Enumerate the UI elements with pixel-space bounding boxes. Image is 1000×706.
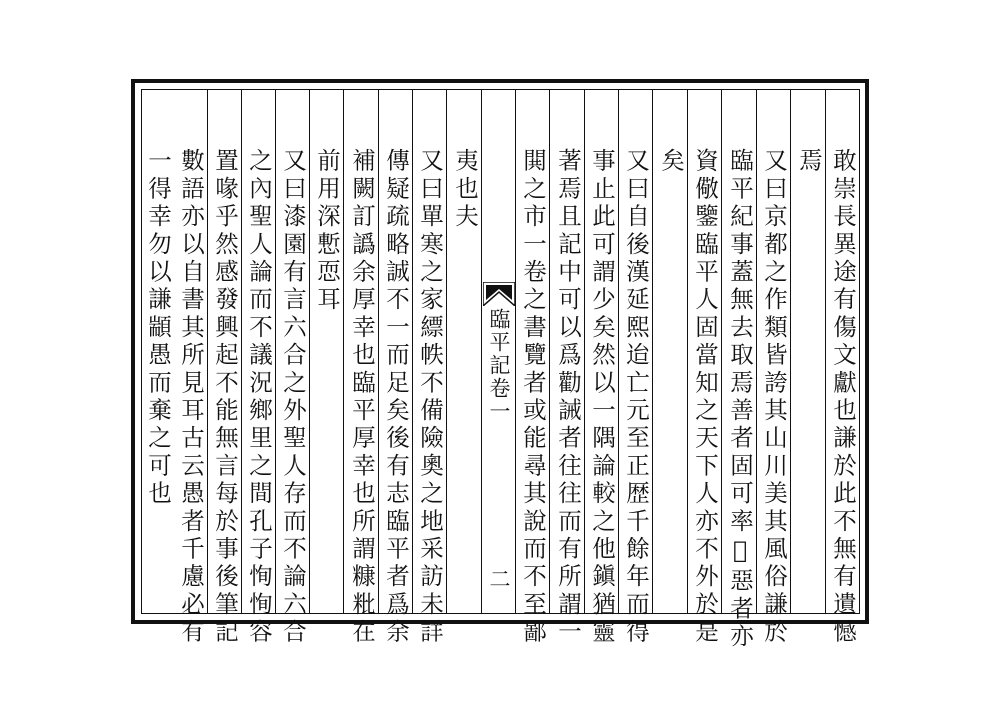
text-column: [585, 90, 619, 647]
text-column: [276, 90, 310, 647]
column-text: 事止此可謂少矣然以一隅論較之他鎭猶靈: [588, 148, 616, 647]
book-title: 臨平記卷一: [487, 308, 511, 423]
column-text: 夷也夫: [451, 148, 479, 232]
text-column: [723, 90, 757, 652]
text-column: [619, 90, 653, 647]
column-text: 置喙乎然感發興起不能無言每於事後筆記: [211, 148, 239, 647]
column-text: 之內聖人論而不議況鄉里之間孔子恂恂容: [245, 148, 273, 647]
center-column: [482, 90, 516, 613]
text-column: [242, 90, 276, 647]
column-text: 敢崇長異途有傷文獻也謙於此不無有遺憾: [829, 148, 857, 647]
text-column: [826, 90, 860, 647]
column-text: 矣: [657, 148, 685, 176]
column-text: 焉: [795, 148, 823, 176]
page-number: 二: [487, 568, 511, 589]
text-column: [448, 90, 482, 613]
text-column: [654, 90, 688, 613]
text-column: [379, 90, 413, 647]
column-text: 一得幸勿以謙顓愚而棄之可也: [144, 148, 172, 509]
text-column: [516, 90, 550, 647]
column-text: 前用深慙恧耳: [313, 148, 341, 315]
column-text: 又曰京都之作類皆誇其山川美其風俗謙於: [760, 148, 788, 647]
text-column: [208, 90, 242, 647]
column-text: 閧之市一卷之書覽者或能尋其說而不至鄙: [519, 148, 547, 647]
text-column: [174, 90, 208, 647]
text-column: [141, 90, 175, 613]
text-column: [345, 90, 379, 647]
column-text: 又曰單寒之家縹帙不備險奧之地采訪未詳: [416, 148, 444, 647]
column-text: 數語亦以自書其所見耳古云愚者千慮必有: [177, 148, 205, 647]
text-column: [310, 90, 344, 613]
text-column: [413, 90, 447, 647]
text-column: [551, 90, 585, 647]
text-column: [792, 90, 826, 613]
column-text: 傳疑疏略誠不一而足矣後有志臨平者爲余: [382, 148, 410, 647]
text-column: [688, 90, 722, 647]
column-text: 臨平紀事蓋無去取焉善者固可率𢚞惡者亦: [726, 148, 754, 652]
column-text: 補闕訂譌余厚幸也臨平厚幸也所謂糠粃在: [348, 148, 376, 647]
column-text: 又曰自後漢延熙迨亡元至正歴千餘年而得: [622, 148, 650, 647]
column-text: 資儆鑒臨平人固當知之天下人亦不外於是: [691, 148, 719, 647]
text-column: [757, 90, 791, 647]
column-text: 又曰漆園有言六合之外聖人存而不論六合: [279, 148, 307, 647]
column-text: 著焉且記中可以爲勸誡者往往而有所謂一: [554, 148, 582, 647]
fishtail-mark-icon: [483, 282, 515, 306]
